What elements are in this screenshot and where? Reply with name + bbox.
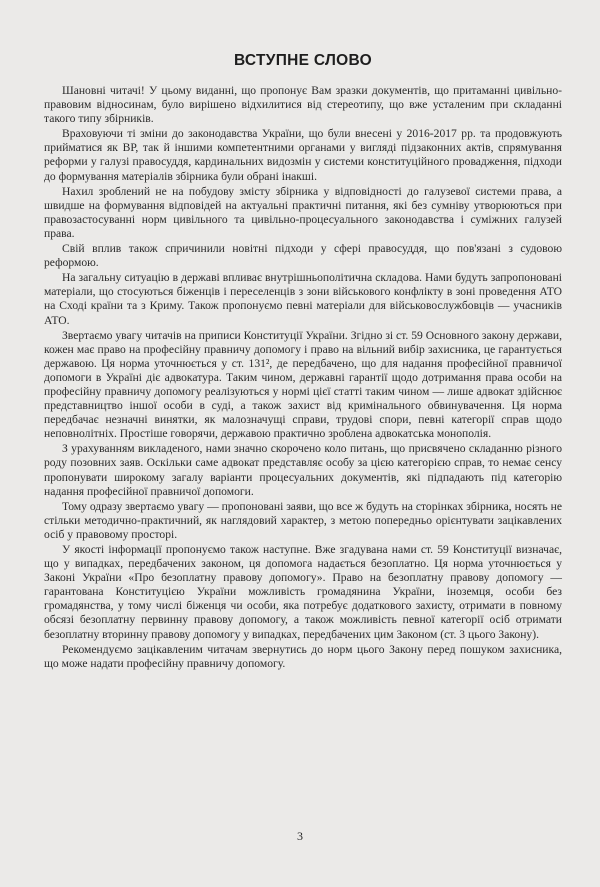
paragraph-3: Нахил зроблений не на побудову змісту збірника у відповідності до галузевої системи права, а швидше на формування відповідей на актуальні практичні питання, які без сумніву утворюються при правозастосуванні норм цивільного та цивільно-процесуального законодавства і суміжних галузей права. <box>44 184 562 240</box>
paragraph-10: Рекомендуємо зацікавленим читачам звернутись до норм цього Закону перед пошуком захисника, що може надати професійну правничу допомогу. <box>44 642 562 670</box>
paragraph-1: Шановні читачі! У цьому виданні, що пропонує Вам зразки документів, що притаманні цивільно-правовим відносинам, було вирішено відхилитися від стереотипу, що вже усталеним при складанні такого типу збірників. <box>44 84 562 126</box>
paragraph-2: Враховуючи ті зміни до законодавства України, що були внесені у 2016-2017 рр. та продовжують прийматися як ВР, так й іншими компетентними органами у вигляді підзаконних актів, спрямування реформи у галузі правосуддя, кардинальних видозмін у системи конституційного провадження, підходи до формування матеріалів збірника були обрані інакші. <box>44 127 562 183</box>
body-text <box>44 84 562 671</box>
page-number: 3 <box>297 829 303 843</box>
paragraph-4: Свій вплив також спричинили новітні підходи у сфері правосуддя, що пов'язані з судовою реформою. <box>44 242 562 270</box>
paragraph-5: На загальну ситуацію в державі впливає внутрішньополітична складова. Нами будуть запропоновані матеріали, що стосуються біженців і переселенців з зони військового конфлікту в зоні проведення АТО на Сході країни та з Криму. Також пропонуємо певні матеріали для військовослужбовців — учасників АТО. <box>44 271 562 327</box>
paragraph-6: Звертаємо увагу читачів на приписи Конституції України. Згідно зі ст. 59 Основного закону держави, кожен має право на професійну правничу допомогу і право на вільний вибір захисника, це гарантується державою. Ця норма уточнюється у ст. 131², де передбачено, що для надання професійної правничої допомоги в Україні діє адвокатура. Таким чином, державні гарантії щодо дотримання права особи на професійну правничу допомогу реалізуються у нормі цієї статті таким чином — лише адвокат здійснює представництво іншої особи в суді, а також захист від кримінального обвинувачення. Ця норма передбачає незначні винятки, як малозначущі справи, трудові спори, певні категорії справ щодо неповнолітніх. Простіше говорячи, державою практично зроблена адвокатська монополія. <box>44 328 562 441</box>
paragraph-8: Тому одразу звертаємо увагу — пропоновані заяви, що все ж будуть на сторінках збірника, носять не стільки методично-практичний, як наглядовий характер, з метою попередньо орієнтувати зацікавлених осіб у правовому просторі. <box>44 499 562 541</box>
page-title: ВСТУПНЕ СЛОВО <box>233 52 372 69</box>
paragraph-7: З урахуванням викладеного, нами значно скорочено коло питань, що присвячено складанню різного роду позовних заяв. Оскільки саме адвокат представляє особу за цією категорією справ, то немає сенсу пропонувати широкому загалу варіанти процесуальних документів, які підпадають під категорію надання професійної правничої допомоги. <box>44 442 562 498</box>
paragraph-9: У якості інформації пропонуємо також наступне. Вже згадувана нами ст. 59 Конституції визначає, що у випадках, передбачених законом, ця допомога надається безоплатно. Ця норма уточнюється у Законі України «Про безоплатну правову допомогу». Право на безоплатну правову допомогу — гарантована Конституцією України можливість громадянина України, іноземця, особи без громадянства, у тому числі біженця чи особи, яка потребує додаткового захисту, отримати в повному обсязі безоплатну первинну правову допомогу, а також можливість певної категорії осіб отримати безоплатну вторинну правову допомогу у випадках, передбачених цим Законом (ст. 3 цього Закону). <box>44 543 562 641</box>
